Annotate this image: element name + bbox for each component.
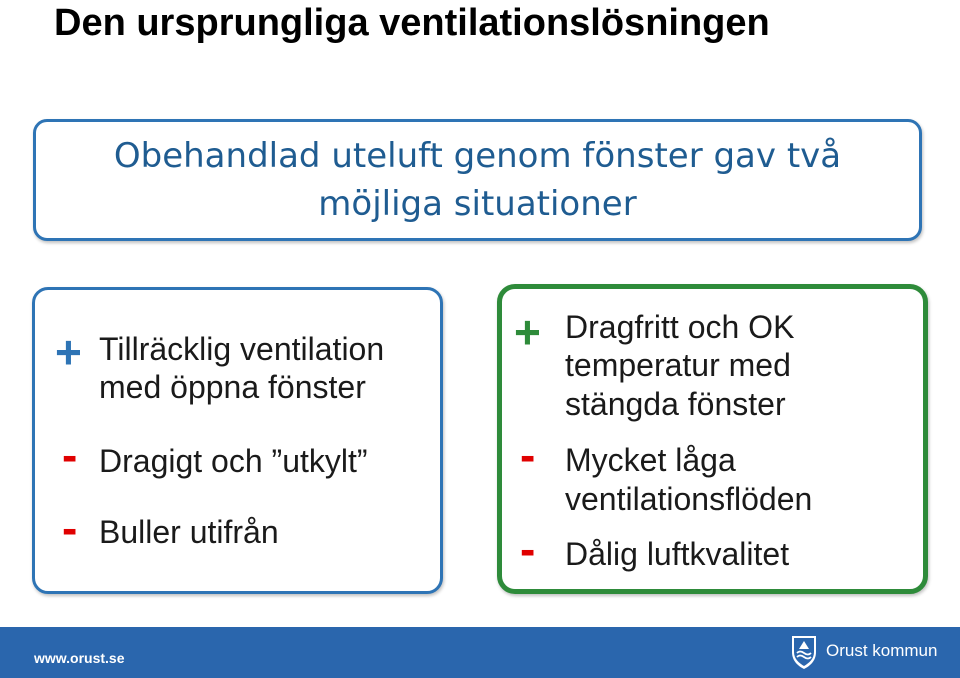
plus-icon: + [55,326,82,378]
footer-bar [0,627,960,678]
intro-line-2: möjliga situationer [318,184,637,224]
right-item-3: Dålig luftkvalitet [565,536,790,572]
right-item-1-line-2: temperatur med [565,347,791,383]
municipal-coat-of-arms-icon [791,634,817,670]
plus-icon: + [514,306,541,358]
minus-icon: - [62,429,78,481]
closed-windows-box [497,284,928,594]
right-item-1-line-3: stängda fönster [565,386,786,422]
intro-box [33,119,922,241]
left-item-2: Dragigt och ”utkylt” [99,443,368,479]
right-item-2-line-1: Mycket låga [565,442,736,478]
slide-title: Den ursprungliga ventilationslösningen [54,2,770,44]
open-windows-box [32,287,443,594]
right-item-1-line-1: Dragfritt och OK [565,309,795,345]
left-item-3: Buller utifrån [99,514,279,550]
left-item-1-line-1: Tillräcklig ventilation [99,331,385,367]
left-item-1-line-2: med öppna fönster [99,369,366,405]
minus-icon: - [62,502,78,554]
minus-icon: - [520,523,536,575]
intro-line-1: Obehandlad uteluft genom fönster gav två [113,136,842,176]
minus-icon: - [520,429,536,481]
website-link[interactable]: www.orust.se [34,650,125,666]
logo-text: Orust kommun [826,641,938,660]
right-item-2-line-2: ventilationsflöden [565,481,813,517]
